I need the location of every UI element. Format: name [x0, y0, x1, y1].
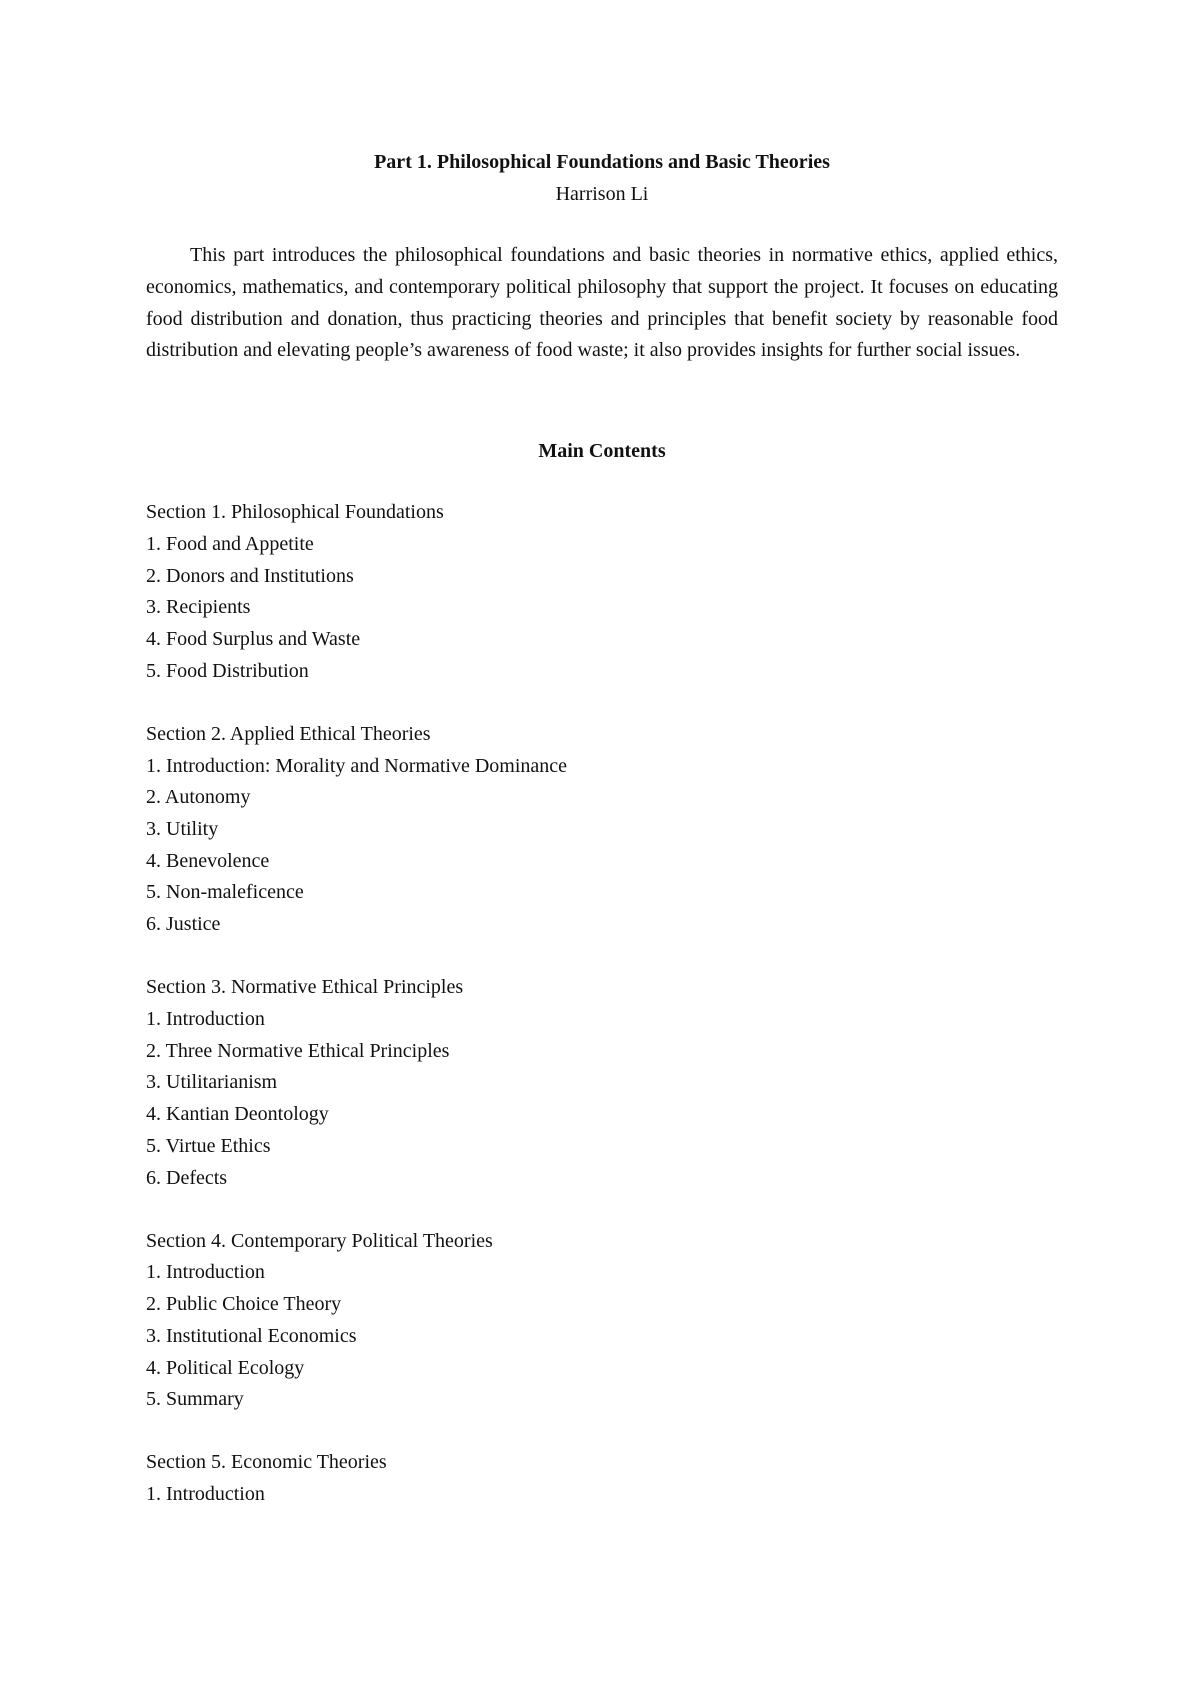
contents-item: 4. Food Surplus and Waste: [146, 628, 361, 650]
contents-item: 1. Introduction: [146, 1008, 265, 1031]
contents-item: 1. Introduction: [146, 1261, 265, 1284]
document-page: [146, 146, 1058, 1542]
document-title: Part 1. Philosophical Foundations and Basic Theories: [374, 151, 830, 173]
contents-item: 3. Utilitarianism: [146, 1071, 278, 1094]
section-title: Section 4. Contemporary Political Theories: [146, 1229, 493, 1252]
contents-section: [146, 1226, 1058, 1416]
section-title: Section 5. Economic Theories: [146, 1451, 387, 1474]
document-abstract: This part introduces the philosophical foundations and basic theories in normative ethics, applied ethics, economics, mathematics, and contemporary political philosophy that support the project. It focuses on educating food distribution and donation, thus practicing theories and principles that benefit society by reasonable food distribution and elevating people’s awareness of food waste; it also provides insights for further social issues.: [146, 244, 1058, 362]
contents-list: [146, 497, 1058, 1511]
contents-item: 5. Food Distribution: [146, 659, 309, 682]
contents-item: 6. Defects: [146, 1166, 228, 1189]
contents-item: 3. Recipients: [146, 596, 251, 619]
contents-heading: Main Contents: [538, 440, 666, 463]
contents-section: [146, 1447, 1058, 1510]
section-title: Section 2. Applied Ethical Theories: [146, 722, 431, 745]
contents-item: 2. Donors and Institutions: [146, 564, 354, 587]
contents-item: 1. Introduction: Morality and Normative Dominance: [146, 754, 568, 777]
section-title: Section 3. Normative Ethical Principles: [146, 976, 464, 999]
contents-item: 2. Autonomy: [146, 786, 251, 809]
contents-item: 2. Public Choice Theory: [146, 1293, 342, 1316]
document-author: Harrison Li: [555, 183, 649, 205]
contents-item: 2. Three Normative Ethical Principles: [146, 1039, 450, 1062]
contents-item: 1. Introduction: [146, 1483, 265, 1506]
contents-item: 3. Institutional Economics: [146, 1324, 357, 1347]
contents-item: 3. Utility: [146, 818, 219, 841]
contents-item: 4. Political Ecology: [146, 1356, 305, 1379]
contents-item: 5. Virtue Ethics: [146, 1134, 271, 1157]
contents-item: 5. Non-maleficence: [146, 881, 304, 904]
contents-item: 4. Kantian Deontology: [146, 1103, 329, 1126]
contents-item: 1. Food and Appetite: [146, 532, 314, 555]
section-title: Section 1. Philosophical Foundations: [146, 501, 444, 524]
contents-section: [146, 972, 1058, 1194]
contents-section: [146, 719, 1058, 941]
contents-item: 5. Summary: [146, 1388, 244, 1411]
contents-item: 4. Benevolence: [146, 849, 270, 872]
contents-section: [146, 497, 1058, 687]
contents-item: 6. Justice: [146, 913, 221, 936]
